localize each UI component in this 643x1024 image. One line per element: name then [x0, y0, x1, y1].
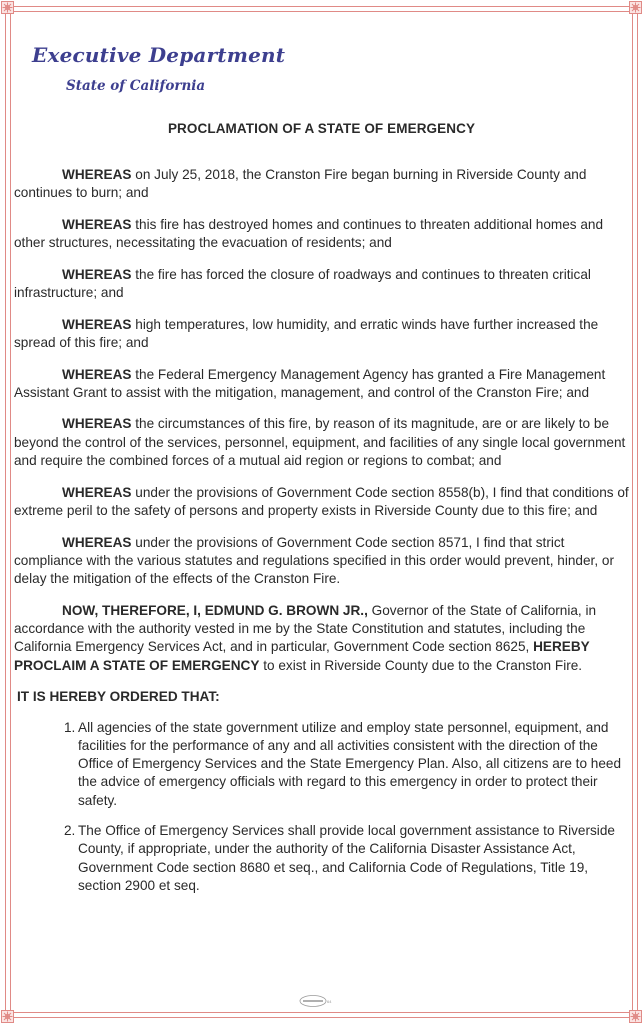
whereas-clause: WHEREAS high temperatures, low humidity, and erratic winds have further increased the spread of this fire; and [14, 316, 599, 350]
border-left [5, 14, 11, 1010]
letterhead-department: Executive Department [32, 43, 286, 67]
letterhead-state: State of California [66, 78, 206, 94]
whereas-clause: WHEREAS the fire has forced the closure of roadways and continues to threaten critical infrastructure; and [14, 266, 591, 301]
whereas-clause: WHEREAS this fire has destroyed homes and continues to threaten additional homes and other structures, necessitating the evacuation of residents; and [14, 216, 604, 251]
order-item [64, 822, 633, 895]
svg-text:64: 64 [327, 999, 332, 1004]
whereas-keyword: WHEREAS [62, 534, 132, 550]
border-bottom [14, 1012, 629, 1018]
corner-knot-icon [1, 1, 14, 14]
order-number: 1. [64, 719, 76, 735]
document-body [14, 166, 633, 907]
order-text: The Office of Emergency Services shall provide local government assistance to Riverside County, if appropriate, under the authority of the California Disaster Assistance Act, Government Code section 8680 et seq., and California Code of Regulations, Title 19, section 2900 et seq. [78, 822, 615, 893]
border-top [14, 6, 629, 12]
governor-declaration: NOW, THEREFORE, I, EDMUND G. BROWN JR., [62, 602, 368, 618]
whereas-clause: WHEREAS on July 25, 2018, the Cranston Fire began burning in Riverside County and continues to burn; and [14, 167, 587, 201]
order-text: All agencies of the state government utilize and employ state personnel, equipment, and facilities for the performance of any and all activities consistent with the direction of the Office of Emergency Services and the State Emergency Plan. Also, all citizens are to heed the advice of emergency officials with regard to this emergency in order to protect their safety. [78, 719, 622, 808]
corner-knot-icon [629, 1, 642, 14]
whereas-clause: WHEREAS under the provisions of Government Code section 8558(b), I find that conditions of extreme peril to the safety of persons and property exists in Riverside County due to this fire; and [14, 484, 629, 518]
document-title: PROCLAMATION OF A STATE OF EMERGENCY [167, 121, 476, 136]
printer-bug-icon [297, 994, 333, 1008]
whereas-keyword: WHEREAS [62, 266, 132, 282]
order-item [64, 719, 633, 810]
whereas-keyword: WHEREAS [62, 316, 132, 332]
corner-knot-icon [1, 1010, 14, 1023]
whereas-keyword: WHEREAS [62, 366, 132, 382]
whereas-keyword: WHEREAS [62, 416, 132, 432]
proclamation-paragraph: NOW, THEREFORE, I, EDMUND G. BROWN JR., Governor of the State of California, in accordance with the authority vested in me by the State Constitution and statutes, including the California Emergency Services Act, and in particular, Government Code section 8625, HEREBY PROCLAIM A STATE OF EMERGENCY to exist in Riverside County due to the Cranston Fire. [14, 602, 597, 673]
whereas-keyword: WHEREAS [62, 216, 132, 232]
corner-knot-icon [629, 1010, 642, 1023]
order-number: 2. [64, 822, 76, 838]
whereas-keyword: WHEREAS [62, 167, 132, 182]
whereas-clause: WHEREAS under the provisions of Government Code section 8571, I find that strict compliance with the various statutes and regulations specified in this order would prevent, hinder, or delay the mitigation of the effects of the Cranston Fire. [14, 534, 614, 587]
whereas-clause: WHEREAS the Federal Emergency Management Agency has granted a Fire Management Assistant Grant to assist with the mitigation, management, and control of the Cranston Fire; and [14, 366, 606, 400]
whereas-keyword: WHEREAS [62, 484, 132, 500]
proclaim-statement: HEREBY PROCLAIM A STATE OF EMERGENCY [14, 639, 590, 673]
ordered-heading: IT IS HEREBY ORDERED THAT: [17, 689, 220, 705]
whereas-clause: WHEREAS the circumstances of this fire, by reason of its magnitude, are or are likely to be beyond the control of the services, personnel, equipment, and facilities of any single local government and require the combined forces of a mutual aid region or regions to combat; and [14, 416, 626, 469]
